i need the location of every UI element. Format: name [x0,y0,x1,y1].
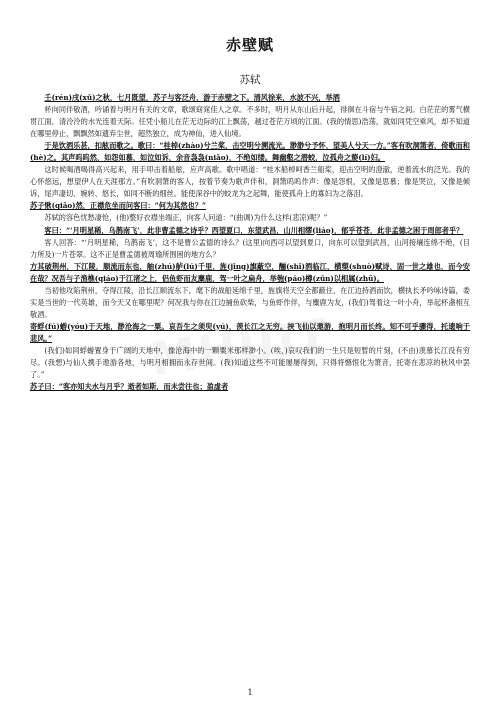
paragraph: (我们)如同蜉蝣置身于广阔的天地中，像沧海中的一颗粟米那样渺小。(唉，)哀叹我们的一生只是短暂的片刻，(不由)羡慕长江没有穷尽。(我想)与仙人携手遨游各地，与明月相拥而永存世间。(我)知道这些不可能屡屡得到，只得将憾恨化为箫音，托寄在悲凉的秋风中罢了。” [30,345,470,380]
paragraph: 杯向同伴敬酒，吟诵着与明月有关的文章，歌颂窈窕佳人之章。不多时，明月从东山后升起，徘徊在斗宿与牛宿之间。白茫茫的雾气横贯江面，清泠泠的水光连着天际。任凭小船儿在茫无边际的江上飘荡，越过苍茫万顷的江面。(我的情思)浩荡，就如同凭空乘风，却不知道在哪里停止，飘飘然如遗弃尘世，超然独立，成为神仙，进入仙境。 [30,105,470,139]
paragraph: 寄蜉(fú)蝣(yóu)于天地，渺沧海之一粟。哀吾生之须臾(yú)，羡长江之无穷。挟飞仙以遨游，抱明月而长终。知不可乎骤得，托遗响于悲风。” [30,321,470,343]
page-number: 1 [247,688,253,697]
paragraph: 方其破荆州，下江陵，顺流而东也，舳(zhú)舻(lú)千里，旌(jīng)旗蔽空，酾(shī)酒临江，横槊(shuò)赋诗，固一世之雄也，而今安在哉？况吾与子渔樵(qiáo)于江渚之上，侣鱼虾而友麋鹿，驾一叶之扁舟，举匏(páo)樽(zūn)以相属(zhǔ)。 [30,261,470,283]
paragraph: 当初他攻陷荆州，夺得江陵，沿长江顺流东下，麾下的战船延绵千里，旌旗将天空全都蔽住，在江边持酒而饮，横执长矛吟咏诗篇，委实是当世的一代英雄，而今天又在哪里呢？何况我与你在江边捕鱼砍柴，与鱼虾作伴，与麋鹿为友，(我们)驾着这一叶小舟，举起杯盏相互敬酒。 [30,285,470,319]
author: 苏轼 [239,74,261,86]
page-title: 赤壁赋 [225,36,274,54]
paragraph: 客人回答：“‘月明星稀，乌鹊南飞’，这不是曹公孟德的诗么？(这里)向西可以望到夏口，向东可以望到武昌，山河接壤连绵不绝，(目力所及)一片苍翠。这不正是曹孟德被周瑜所围困的地方么？ [30,237,470,259]
paragraph: 这时候喝酒喝得高兴起来，用手叩击着船舷，应声高歌。歌中唱道：“桂木船棹呵香兰船桨，迎击空明的澄澈，逆着流水的泛光。我的心怀悠远，想望伊人在天涯那方。”有吹洞箫的客人，按着节奏为歌声伴和，洞箫呜呜作声：像是怨恨，又像是思慕；像是哭泣，又像是倾诉，尾声凄切、婉转、悠长，如同不断的细丝。能使深谷中的蛟龙为之起舞，能使孤舟上的寡妇为之落泪。 [30,165,470,199]
paragraph: 壬(rén)戌(xū)之秋，七月既望，苏子与客泛舟，游于赤壁之下。清风徐来，水波不兴，举酒 [44,93,340,102]
paragraph: 于是饮酒乐甚，扣舷而歌之。歌曰：“桂棹(zhào)兮兰桨，击空明兮溯流光。渺渺兮予怀，望美人兮天一方。”客有吹洞箫者，倚歌而和(hè)之。其声呜呜然，如怨如慕，如泣如诉，余音袅袅(niǎo)，不绝如缕。舞幽壑之潜蛟，泣孤舟之嫠(lí)妇。 [30,141,470,163]
paragraph: 苏子愀(qiǎo)然，正襟危坐而问客曰：“何为其然也？” [30,201,207,211]
paragraph: 苏轼的容色忧愁凄怆，(他)整好衣襟坐端正，向客人问道：“(曲调)为什么这样(悲凉)呢？” [44,213,328,223]
paragraph: 客曰：“‘月明星稀，乌鹊南飞’，此非曹孟德之诗乎？西望夏口，东望武昌，山川相缪(liáo)，郁乎苍苍，此非孟德之困于周郎者乎？ [44,225,464,235]
body-text [30,92,470,393]
paragraph: 苏子曰：“客亦知夫水与月乎？逝者如斯，而未尝往也；盈虚者 [30,382,229,392]
